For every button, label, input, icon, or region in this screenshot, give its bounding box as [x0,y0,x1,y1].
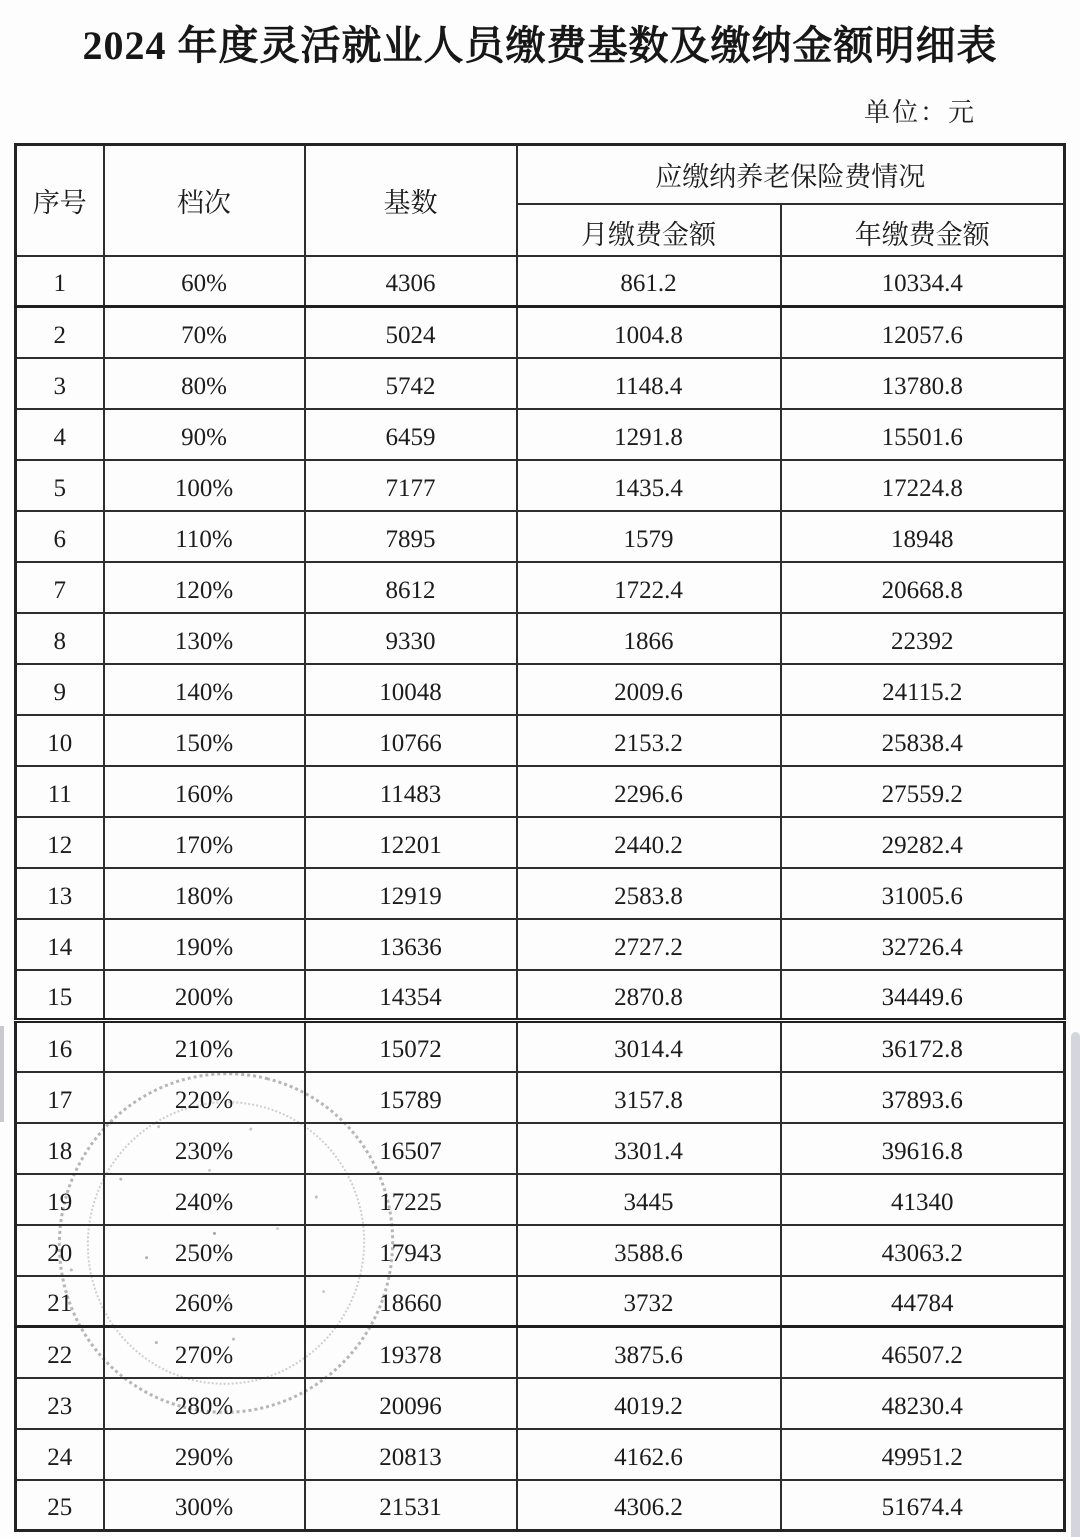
cell-annual: 20668.8 [781,562,1065,613]
cell-serial: 6 [16,511,104,562]
cell-monthly: 4019.2 [517,1378,781,1429]
cell-annual: 13780.8 [781,358,1065,409]
cell-serial: 25 [16,1480,104,1531]
cell-level: 110% [104,511,305,562]
header-level: 档次 [104,145,305,256]
cell-monthly: 4306.2 [517,1480,781,1531]
cell-level: 170% [104,817,305,868]
cell-monthly: 861.2 [517,256,781,307]
cell-annual: 17224.8 [781,460,1065,511]
cell-serial: 8 [16,613,104,664]
cell-level: 120% [104,562,305,613]
cell-base: 20813 [305,1429,517,1480]
cell-serial: 16 [16,1021,104,1072]
table-row [16,613,1065,664]
cell-level: 200% [104,970,305,1021]
cell-serial: 21 [16,1276,104,1327]
table-row [16,1123,1065,1174]
cell-base: 13636 [305,919,517,970]
cell-monthly: 3014.4 [517,1021,781,1072]
cell-base: 6459 [305,409,517,460]
cell-annual: 51674.4 [781,1480,1065,1531]
cell-level: 220% [104,1072,305,1123]
cell-monthly: 1866 [517,613,781,664]
cell-serial: 19 [16,1174,104,1225]
cell-base: 7895 [305,511,517,562]
cell-monthly: 3875.6 [517,1327,781,1378]
cell-serial: 9 [16,664,104,715]
cell-annual: 12057.6 [781,307,1065,358]
cell-base: 16507 [305,1123,517,1174]
cell-base: 9330 [305,613,517,664]
cell-monthly: 1148.4 [517,358,781,409]
table-row [16,766,1065,817]
cell-level: 240% [104,1174,305,1225]
cell-annual: 32726.4 [781,919,1065,970]
cell-monthly: 2440.2 [517,817,781,868]
cell-serial: 10 [16,715,104,766]
cell-level: 210% [104,1021,305,1072]
cell-serial: 4 [16,409,104,460]
table-row [16,664,1065,715]
cell-monthly: 2727.2 [517,919,781,970]
table-row [16,919,1065,970]
cell-serial: 15 [16,970,104,1021]
cell-monthly: 1291.8 [517,409,781,460]
header-monthly: 月缴费金额 [517,204,781,256]
cell-monthly: 3588.6 [517,1225,781,1276]
cell-base: 12201 [305,817,517,868]
cell-level: 260% [104,1276,305,1327]
cell-base: 15789 [305,1072,517,1123]
header-base: 基数 [305,145,517,256]
cell-level: 250% [104,1225,305,1276]
cell-serial: 24 [16,1429,104,1480]
cell-serial: 17 [16,1072,104,1123]
cell-serial: 18 [16,1123,104,1174]
cell-level: 70% [104,307,305,358]
cell-monthly: 3732 [517,1276,781,1327]
cell-serial: 13 [16,868,104,919]
table-row [16,1480,1065,1531]
cell-annual: 24115.2 [781,664,1065,715]
cell-annual: 43063.2 [781,1225,1065,1276]
cell-annual: 22392 [781,613,1065,664]
table-body [16,256,1065,1531]
header-serial: 序号 [16,145,104,256]
cell-level: 90% [104,409,305,460]
cell-base: 11483 [305,766,517,817]
cell-annual: 25838.4 [781,715,1065,766]
cell-annual: 36172.8 [781,1021,1065,1072]
cell-monthly: 1435.4 [517,460,781,511]
cell-annual: 49951.2 [781,1429,1065,1480]
cell-level: 270% [104,1327,305,1378]
unit-label: 单位：元 [863,98,976,127]
cell-level: 290% [104,1429,305,1480]
cell-annual: 31005.6 [781,868,1065,919]
cell-monthly: 4162.6 [517,1429,781,1480]
table-row [16,970,1065,1021]
cell-monthly: 3301.4 [517,1123,781,1174]
cell-base: 10048 [305,664,517,715]
cell-base: 5024 [305,307,517,358]
header-pension-group: 应缴纳养老保险费情况 [517,145,1065,204]
table-row [16,256,1065,307]
cell-annual: 27559.2 [781,766,1065,817]
table-row [16,358,1065,409]
table-row [16,1429,1065,1480]
contribution-table [14,143,1066,1532]
cell-serial: 14 [16,919,104,970]
cell-monthly: 3445 [517,1174,781,1225]
table-row [16,460,1065,511]
scrollbar-thumb[interactable] [1071,1032,1080,1537]
cell-level: 80% [104,358,305,409]
cell-annual: 39616.8 [781,1123,1065,1174]
cell-base: 20096 [305,1378,517,1429]
cell-annual: 29282.4 [781,817,1065,868]
cell-base: 10766 [305,715,517,766]
table-row [16,715,1065,766]
table-row [16,868,1065,919]
cell-serial: 3 [16,358,104,409]
cell-level: 150% [104,715,305,766]
cell-base: 8612 [305,562,517,613]
cell-monthly: 2870.8 [517,970,781,1021]
cell-serial: 20 [16,1225,104,1276]
table-row [16,1327,1065,1378]
cell-level: 160% [104,766,305,817]
cell-monthly: 2583.8 [517,868,781,919]
cell-base: 12919 [305,868,517,919]
cell-annual: 41340 [781,1174,1065,1225]
cell-level: 280% [104,1378,305,1429]
cell-serial: 7 [16,562,104,613]
cell-base: 21531 [305,1480,517,1531]
cell-annual: 46507.2 [781,1327,1065,1378]
cell-base: 18660 [305,1276,517,1327]
cell-level: 180% [104,868,305,919]
cell-serial: 23 [16,1378,104,1429]
cell-monthly: 1722.4 [517,562,781,613]
table-row [16,511,1065,562]
cell-level: 140% [104,664,305,715]
cell-level: 230% [104,1123,305,1174]
table-row [16,1174,1065,1225]
cell-level: 60% [104,256,305,307]
cell-base: 17943 [305,1225,517,1276]
cell-annual: 10334.4 [781,256,1065,307]
cell-monthly: 2153.2 [517,715,781,766]
cell-monthly: 3157.8 [517,1072,781,1123]
cell-serial: 22 [16,1327,104,1378]
table-row [16,1072,1065,1123]
cell-monthly: 1579 [517,511,781,562]
cell-annual: 44784 [781,1276,1065,1327]
page-title: 2024 年度灵活就业人员缴费基数及缴纳金额明细表 [82,23,998,68]
cell-base: 14354 [305,970,517,1021]
table-row [16,1378,1065,1429]
table-row [16,409,1065,460]
cell-base: 15072 [305,1021,517,1072]
cell-monthly: 2009.6 [517,664,781,715]
table-header [16,145,1065,256]
cell-serial: 1 [16,256,104,307]
cell-serial: 5 [16,460,104,511]
page-edge-artifact [0,1026,4,1122]
cell-base: 19378 [305,1327,517,1378]
header-annual: 年缴费金额 [781,204,1065,256]
table-row [16,1225,1065,1276]
cell-serial: 11 [16,766,104,817]
cell-monthly: 2296.6 [517,766,781,817]
cell-base: 7177 [305,460,517,511]
cell-annual: 37893.6 [781,1072,1065,1123]
cell-serial: 2 [16,307,104,358]
cell-monthly: 1004.8 [517,307,781,358]
cell-annual: 15501.6 [781,409,1065,460]
cell-base: 17225 [305,1174,517,1225]
cell-base: 4306 [305,256,517,307]
cell-base: 5742 [305,358,517,409]
table-row [16,307,1065,358]
table-row [16,817,1065,868]
cell-level: 100% [104,460,305,511]
cell-annual: 48230.4 [781,1378,1065,1429]
cell-level: 190% [104,919,305,970]
cell-serial: 12 [16,817,104,868]
cell-annual: 18948 [781,511,1065,562]
table-row [16,1276,1065,1327]
cell-level: 130% [104,613,305,664]
cell-annual: 34449.6 [781,970,1065,1021]
table-row [16,562,1065,613]
table-row [16,1021,1065,1072]
cell-level: 300% [104,1480,305,1531]
